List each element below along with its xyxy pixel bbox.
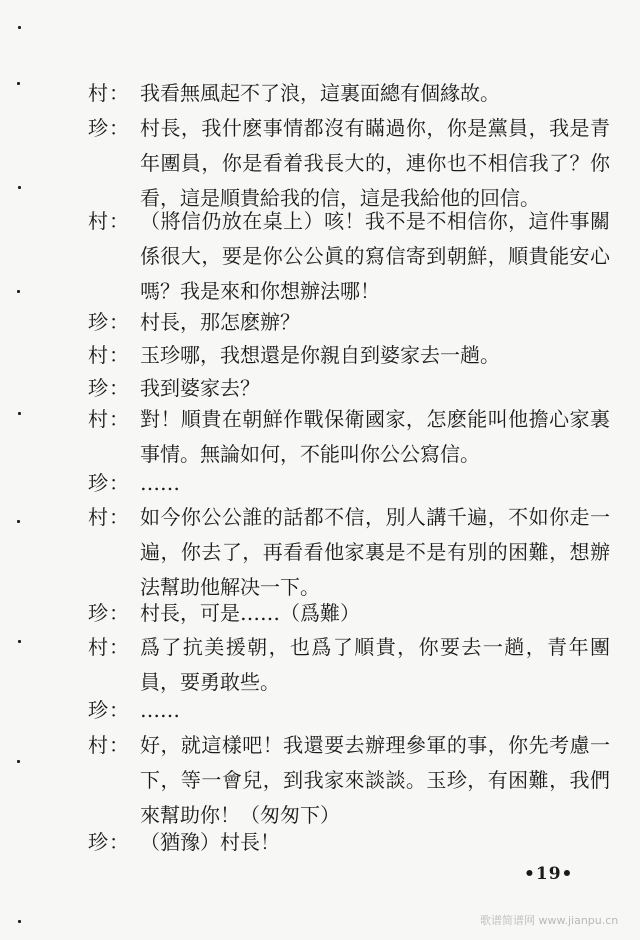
watermark: 歌谱简谱网 www.jianpu.cn — [480, 914, 619, 927]
dialogue-line — [88, 728, 610, 833]
page-number: •19• — [524, 864, 574, 884]
line-text: …… — [140, 698, 180, 722]
dialogue-line — [88, 630, 610, 700]
speaker-label: 村： — [88, 505, 130, 529]
speaker-label: 珍： — [88, 830, 130, 854]
dialogue-line — [88, 500, 610, 605]
margin-mark — [17, 290, 20, 293]
line-text: 對！順貴在朝鮮作戰保衛國家，怎麽能叫他擔心家裏事情。無論如何，不能叫你公公寫信。 — [140, 407, 610, 466]
margin-mark — [18, 186, 21, 189]
margin-mark — [17, 82, 20, 85]
dialogue-line — [88, 596, 610, 631]
speaker-label: 珍： — [88, 376, 130, 400]
dialogue-line — [88, 371, 610, 406]
line-text: 村長，可是……（爲難） — [140, 601, 360, 625]
margin-mark — [18, 26, 21, 29]
line-text: 爲了抗美援朝，也爲了順貴，你要去一趟，青年團員，要勇敢些。 — [140, 635, 610, 694]
margin-mark — [17, 520, 20, 523]
margin-mark — [18, 640, 21, 643]
dialogue-line — [88, 111, 610, 216]
speaker-label: 村： — [88, 343, 130, 367]
margin-mark — [18, 412, 21, 415]
speaker-label: 村： — [88, 81, 130, 105]
dialogue-line — [88, 402, 610, 472]
dialogue-line — [88, 204, 610, 309]
speaker-label: 珍： — [88, 471, 130, 495]
line-text: （猶豫）村長！ — [140, 830, 280, 854]
line-text: 村長，那怎麽辦？ — [140, 310, 300, 334]
line-text: 我到婆家去？ — [140, 376, 260, 400]
margin-mark — [18, 920, 21, 923]
line-text: 我看無風起不了浪，這裏面總有個緣故。 — [140, 81, 500, 105]
speaker-label: 珍： — [88, 310, 130, 334]
speaker-label: 珍： — [88, 601, 130, 625]
dialogue-line — [88, 338, 610, 373]
dialogue-line — [88, 693, 610, 728]
dialogue-line — [88, 825, 610, 860]
margin-mark — [17, 760, 20, 763]
line-text: 村長，我什麽事情都沒有瞞過你，你是黨員，我是青年團員，你是看着我長大的，連你也不相信我了？你看，這是順貴給我的信，這是我給他的回信。 — [140, 116, 610, 210]
speaker-label: 珍： — [88, 698, 130, 722]
line-text: （將信仍放在桌上）咳！我不是不相信你，這件事關係很大，要是你公公眞的寫信寄到朝鮮，順貴能安心嗎？我是來和你想辦法哪！ — [140, 209, 610, 303]
line-text: …… — [140, 471, 180, 495]
speaker-label: 珍： — [88, 116, 130, 140]
dialogue-line — [88, 305, 610, 340]
speaker-label: 村： — [88, 635, 130, 659]
line-text: 好，就這樣吧！我還要去辦理參軍的事，你先考慮一下，等一會兒，到我家來談談。玉珍，有困難，我們來幫助你！（匆匆下） — [140, 733, 610, 827]
line-text: 如今你公公誰的話都不信，別人講千遍，不如你走一遍，你去了，再看看他家裏是不是有別的困難，想辦法幫助他解决一下。 — [140, 505, 610, 599]
speaker-label: 村： — [88, 407, 130, 431]
speaker-label: 村： — [88, 733, 130, 757]
dialogue-line — [88, 76, 610, 111]
dialogue-line — [88, 466, 610, 501]
speaker-label: 村： — [88, 209, 130, 233]
line-text: 玉珍哪，我想還是你親自到婆家去一趟。 — [140, 343, 500, 367]
